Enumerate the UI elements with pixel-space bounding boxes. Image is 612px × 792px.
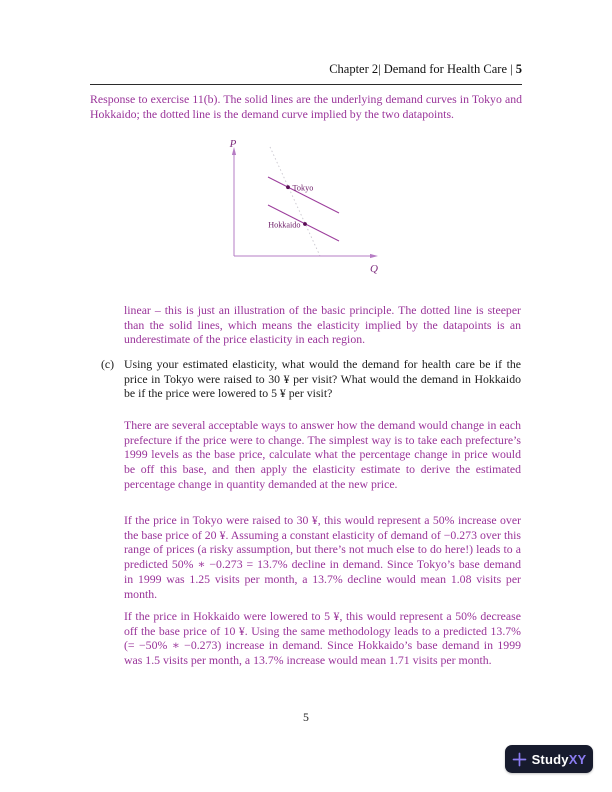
page-header	[90, 62, 522, 77]
tokyo-datapoint	[286, 185, 290, 189]
x-axis-arrowhead	[370, 254, 378, 258]
y-axis-label: P	[229, 138, 237, 150]
demand-curve-figure	[180, 130, 440, 290]
exercise-note: Response to exercise 11(b). The solid lines are the underlying demand curves in Tokyo and Hokkaido; the dotted line is the demand curve implied by the two datapoints.	[90, 92, 522, 121]
hokkaido-label: Hokkaido	[268, 220, 301, 230]
tokyo-demand-line	[268, 177, 339, 213]
tokyo-label: Tokyo	[292, 183, 314, 193]
plus-icon	[512, 752, 527, 767]
item-c-label: (c)	[101, 357, 115, 371]
footer-page-number: 5	[303, 710, 309, 724]
brand-name-accent: XY	[568, 751, 587, 767]
header-page-number: 5	[515, 62, 522, 76]
header-title: Chapter 2| Demand for Health Care |	[329, 62, 513, 76]
dotted-implied-demand-line	[270, 147, 320, 256]
brand-name-primary: Study	[531, 751, 569, 767]
hokkaido-datapoint	[303, 222, 307, 226]
answer-paragraph-tokyo: If the price in Tokyo were raised to 30 ¥, this would represent a 50% increase over the base price of 20 ¥. Assuming a constant elasticity of demand of −0.273 over this range of prices (a risky assumption, but there’s not much else to do here!) leads to a predicted 50% ∗ −0.273 = 13.7% decline in demand. Since Tokyo’s base demand in 1999 was 1.25 visits per month, a 13.7% decline would mean 1.08 visits per month.	[124, 513, 521, 601]
figure-svg	[180, 130, 440, 290]
answer-paragraph-methods: There are several acceptable ways to answer how the demand would change in each prefecture if the price were to change. The simplest way is to take each prefecture’s 1999 levels as the base price, calculate what the percentage change in price would be off this base, and then apply the elasticity estimate to derive the estimated percentage change in quantity demanded at the new price.	[124, 418, 521, 491]
question-c-text: Using your estimated elasticity, what would the demand for health care be if the price in Tokyo were raised to 30 ¥ per visit? What would the demand in Hokkaido be if the price were lowered to 5 ¥ per visit?	[124, 357, 521, 401]
header-rule	[90, 84, 522, 85]
studyxy-badge	[505, 745, 593, 773]
brand-name	[532, 752, 587, 767]
x-axis-label: Q	[370, 263, 378, 275]
answer-paragraph-linear: linear – this is just an illustration of the basic principle. The dotted line is steeper than the solid lines, which means the elasticity implied by the datapoints is an underestimate of the price elasticity in each region.	[124, 303, 521, 347]
answer-paragraph-hokkaido: If the price in Hokkaido were lowered to 5 ¥, this would represent a 50% decrease off the base price of 10 ¥. Using the same methodology leads to a predicted 13.7%(= −50% ∗ −0.273) increase in demand. Since Hokkaido’s base demand in 1999 was 1.5 visits per month, a 13.7% increase would mean 1.71 visits per month.	[124, 609, 521, 668]
